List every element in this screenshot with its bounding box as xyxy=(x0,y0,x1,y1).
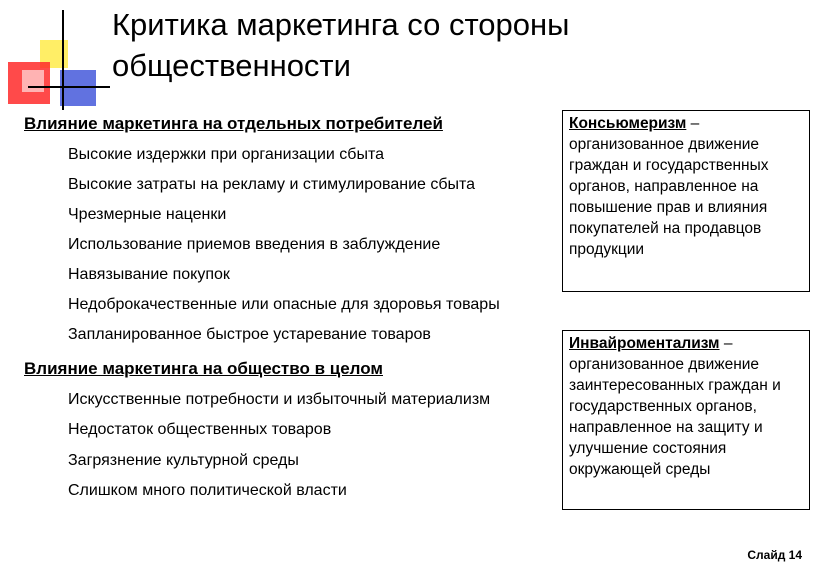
list-item: Слишком много политической власти xyxy=(68,482,347,499)
list-item: Использование приемов введения в заблуждение xyxy=(68,236,441,253)
consumerism-box xyxy=(562,110,810,292)
section1-heading: Влияние маркетинга на отдельных потребителей xyxy=(24,114,443,133)
list-item: Запланированное быстрое устаревание товаров xyxy=(68,326,431,343)
section2-heading: Влияние маркетинга на общество в целом xyxy=(24,359,383,378)
title-line-2: общественности xyxy=(112,48,351,83)
list-item: Недоброкачественные или опасные для здоровья товары xyxy=(68,296,500,313)
decor-pink-square xyxy=(22,70,44,92)
list-item: Недостаток общественных товаров xyxy=(68,421,332,438)
decor-vertical-line xyxy=(62,10,64,110)
list-item: Чрезмерные наценки xyxy=(68,206,227,223)
list-item: Искусственные потребности и избыточный материализм xyxy=(68,391,491,408)
decor-blue-square xyxy=(60,70,96,106)
page-title xyxy=(112,4,712,86)
consumerism-term: Консьюмеризм xyxy=(569,115,687,132)
title-line-1: Критика маркетинга со стороны xyxy=(112,7,570,42)
environmentalism-term: Инвайроментализм xyxy=(569,335,720,352)
decor-horizontal-line xyxy=(28,86,110,88)
list-item: Загрязнение культурной среды xyxy=(68,452,299,469)
list-item: Высокие затраты на рекламу и стимулирование сбыта xyxy=(68,176,476,193)
list-item: Навязывание покупок xyxy=(68,266,230,283)
environmentalism-box xyxy=(562,330,810,510)
list-item: Высокие издержки при организации сбыта xyxy=(68,146,384,163)
environmentalism-definition: – организованное движение заинтересованных граждан и государственных органов, направленное на защиту и улучшение состояния окружающей среды xyxy=(569,335,781,478)
consumerism-definition: – организованное движение граждан и государственных органов, направленное на повышение прав и влияния покупателей на продавцов продукции xyxy=(569,115,769,258)
slide-number: Слайд 14 xyxy=(747,548,802,562)
